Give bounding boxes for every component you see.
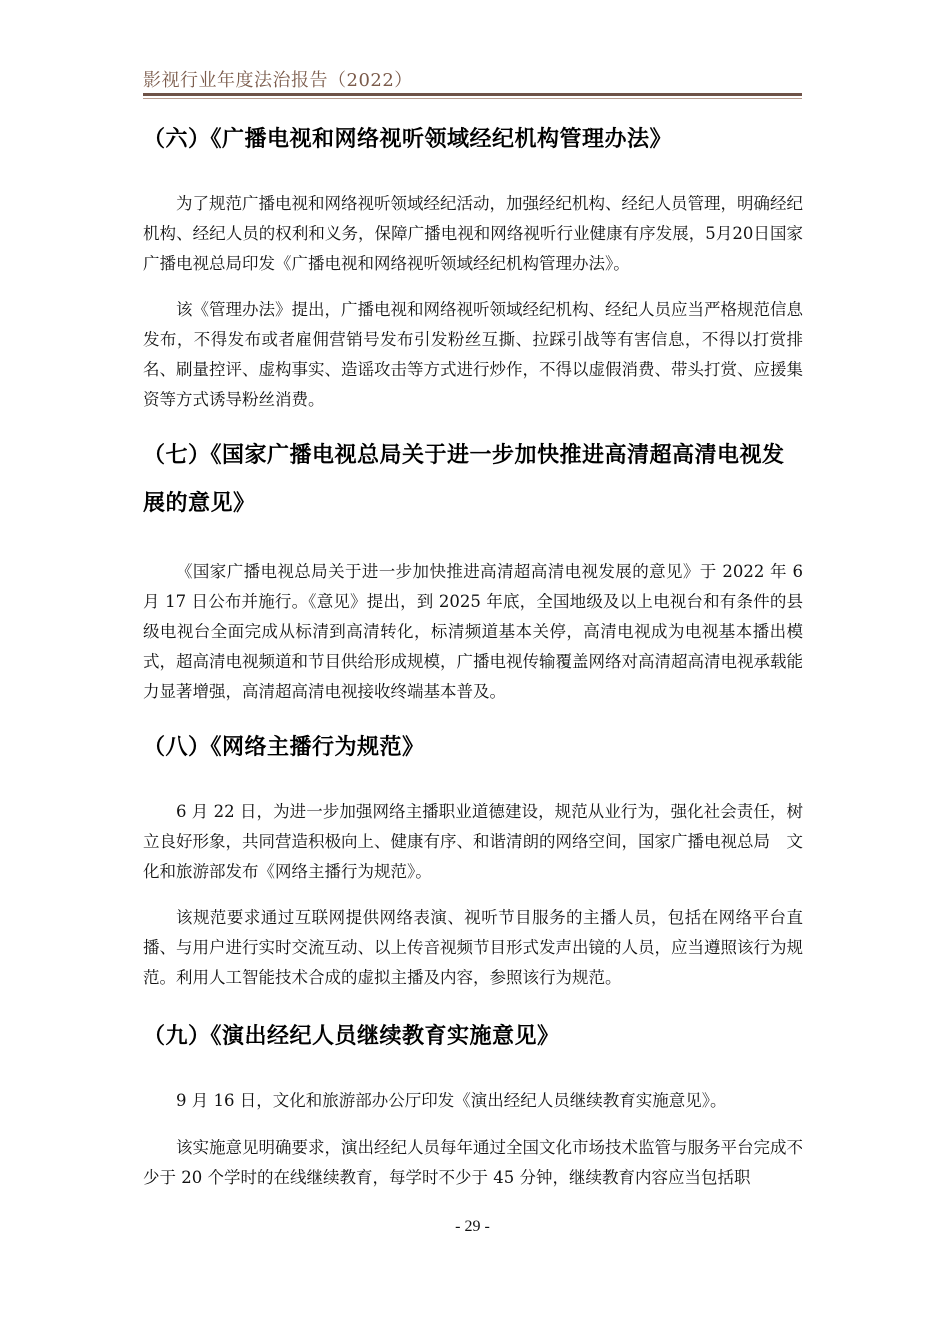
section-heading-9: （九）《演出经纪人员继续教育实施意见》 — [143, 1024, 560, 1049]
header-rule-thin — [143, 98, 802, 99]
running-header: 影视行业年度法治报告（2022） — [143, 70, 413, 91]
section-9-paragraph-1: 9 月 16 日，文化和旅游部办公厅印发《演出经纪人员继续教育实施意见》。 — [176, 1091, 727, 1110]
section-heading-8: （八）《网络主播行为规范》 — [143, 735, 425, 760]
section-6-paragraph-2: 该《管理办法》提出，广播电视和网络视听领域经纪机构、经纪人员应当严格规范信息发布，不得发布或者雇佣营销号发布引发粉丝互撕、拉踩引战等有害信息，不得以打赏排名、刷量控评、虚构事实、造谣攻击等方式进行炒作，不得以虚假消费、带头打赏、应援集资等方式诱导粉丝消费。 — [143, 300, 803, 409]
page-number: - 29 - — [455, 1218, 490, 1235]
section-7-paragraph-1: 《国家广播电视总局关于进一步加快推进高清超高清电视发展的意见》于 2022 年 6 月 17 日公布并施行。《意见》提出，到 2025 年底，全国地级及以上电视台和有条件的县级电视台全面完成从标清到高清转化，标清频道基本关停，高清电视成为电视基本播出模式，超高清电视频道和节目供给形成规模，广播电视传输覆盖网络对高清超高清电视承载能力显著增强，高清超高清电视接收终端基本普及。 — [143, 562, 803, 701]
section-8-paragraph-2: 该规范要求通过互联网提供网络表演、视听节目服务的主播人员，包括在网络平台直播、与用户进行实时交流互动、以上传音视频节目形式发声出镜的人员，应当遵照该行为规范。利用人工智能技术合成的虚拟主播及内容，参照该行为规范。 — [143, 908, 803, 987]
section-8-paragraph-1: 6 月 22 日，为进一步加强网络主播职业道德建设，规范从业行为，强化社会责任，树立良好形象，共同营造积极向上、健康有序、和谐清朗的网络空间，国家广播电视总局 文化和旅游部发布《网络主播行为规范》。 — [143, 802, 803, 881]
section-9-paragraph-2: 该实施意见明确要求，演出经纪人员每年通过全国文化市场技术监管与服务平台完成不少于 20 个学时的在线继续教育，每学时不少于 45 分钟，继续教育内容应当包括职 — [143, 1138, 803, 1187]
section-heading-6: （六）《广播电视和网络视听领域经纪机构管理办法》 — [143, 127, 673, 152]
section-heading-7: （七）《国家广播电视总局关于进一步加快推进高清超高清电视发展的意见》 — [143, 443, 785, 516]
header-rule — [143, 93, 802, 96]
section-6-paragraph-1: 为了规范广播电视和网络视听领域经纪活动，加强经纪机构、经纪人员管理，明确经纪机构、经纪人员的权利和义务，保障广播电视和网络视听行业健康有序发展，5月20日国家广播电视总局印发《广播电视和网络视听领域经纪机构管理办法》。 — [143, 194, 803, 273]
